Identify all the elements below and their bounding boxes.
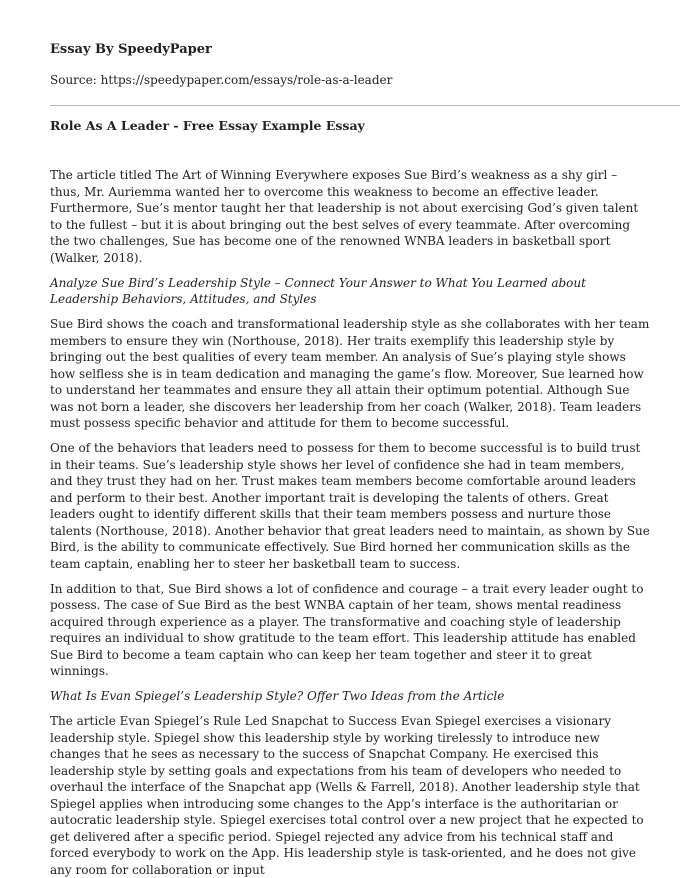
source-link[interactable]: https://speedypaper.com/essays/role-as-a-leader	[100, 73, 393, 87]
essay-paragraph: In addition to that, Sue Bird shows a lot of confidence and courage – a trait every leader ought to possess. The case of Sue Bird as the best WNBA captain of her team, shows mental readiness acquired through experience as a player. The transformative and coaching style of leadership requires an individual to show gratitude to the team effort. This leadership attitude has enabled Sue Bird to become a team captain who can keep her team together and steer it to great winnings.	[50, 581, 644, 678]
source-label: Source:	[50, 73, 101, 87]
essay-paragraph: One of the behaviors that leaders need to possess for them to become successful is to build trust in their teams. Sue’s leadership style shows her level of confidence she had in team members, and they trust they had on her. Trust makes team members become comfortable around leaders and perform to their best. Another important trait is developing the talents of others. Great leaders ought to identify different skills that their team members possess and nurture those talents (Northouse, 2018). Another behavior that great leaders need to maintain, as shown by Sue Bird, is the ability to communicate effectively. Sue Bird horned her communication skills as the team captain, enabling her to steer her basketball team to success.	[50, 441, 650, 571]
essay-body	[50, 167, 650, 878]
essay-paragraph: The article titled The Art of Winning Everywhere exposes Sue Bird’s weakness as a shy girl – thus, Mr. Auriemma wanted her to overcome this weakness to become an effective leader. Furthermore, Sue’s mentor taught her that leadership is not about exercising God’s given talent to the fullest – but it is about bringing out the best selves of every teammate. After overcoming the two challenges, Sue has become one of the renowned WNBA leaders in basketball sport (Walker, 2018).	[50, 168, 639, 265]
header-divider	[50, 105, 680, 106]
essay-title: Role As A Leader - Free Essay Example Essay	[50, 118, 365, 133]
section-heading: Analyze Sue Bird’s Leadership Style – Connect Your Answer to What You Learned about Leadership Behaviors, Attitudes, and Styles	[50, 275, 586, 306]
essay-paragraph: Sue Bird shows the coach and transformational leadership style as she collaborates with her team members to ensure they win (Northouse, 2018). Her traits exemplify this leadership style by bringing out the best qualities of every team member. An analysis of Sue’s playing style shows how selfless she is in team dedication and managing the game’s flow. Moreover, Sue learned how to understand her teammates and ensure they all attain their optimum potential. Although Sue was not born a leader, she discovers her leadership from her coach (Walker, 2018). Team leaders must possess specific behavior and attitude for them to become successful.	[50, 317, 650, 430]
source-line	[50, 73, 650, 87]
site-title: Essay By SpeedyPaper	[50, 42, 212, 57]
section-heading: What Is Evan Spiegel’s Leadership Style? Offer Two Ideas from the Article	[50, 689, 505, 703]
essay-paragraph: The article Evan Spiegel’s Rule Led Snapchat to Success Evan Spiegel exercises a visionary leadership style. Spiegel show this leadership style by working tirelessly to introduce new changes that he sees as necessary to the success of Snapchat Company. He exercised this leadership style by setting goals and expectations from his team of developers who needed to overhaul the interface of the Snapchat app (Wells & Farrell, 2018). Another leadership style that Spiegel applies when introducing some changes to the App’s interface is the authoritarian or autocratic leadership style. Spiegel exercises total control over a new project that he expected to get delivered after a specific period. Spiegel rejected any advice from his technical staff and forced everybody to work on the App. His leadership style is task-oriented, and he does not give any room for collaboration or input	[50, 714, 644, 877]
